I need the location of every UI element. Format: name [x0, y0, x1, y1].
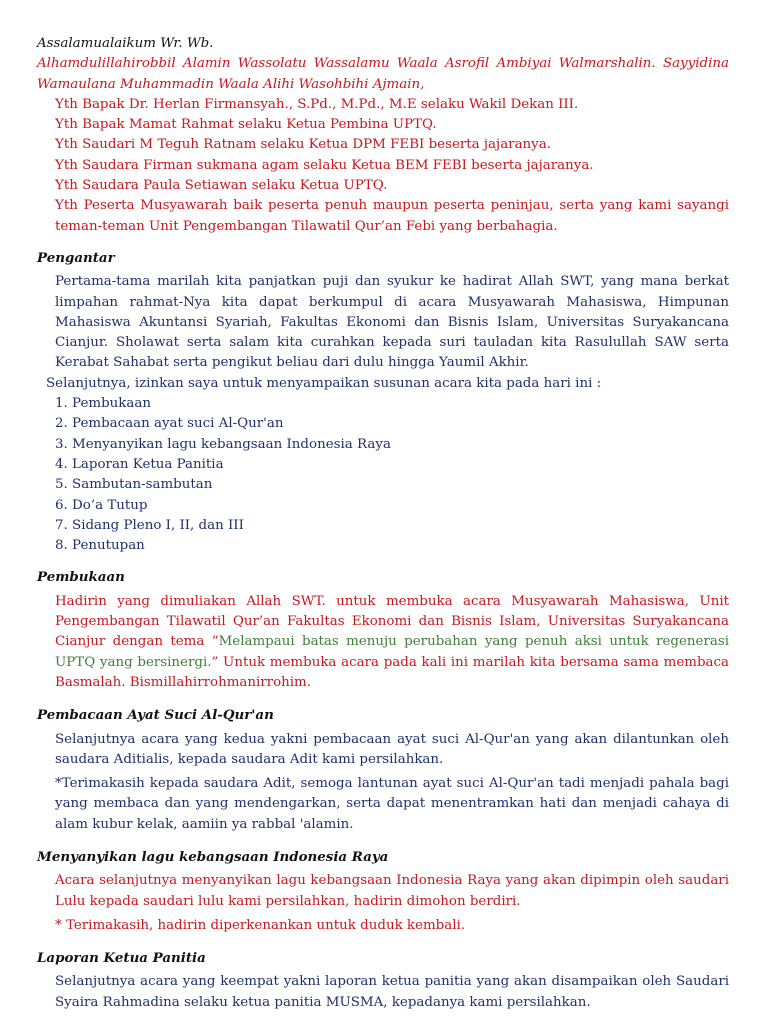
greeting-line: Yth Saudara Firman sukmana agam selaku Ketua BEM FEBI beserta jajaranya. — [55, 157, 594, 173]
section-heading-pembacaan: Pembacaan Ayat Suci Al-Qur'an — [37, 707, 274, 724]
agenda-item: 5. Sambutan-sambutan — [55, 477, 213, 493]
menyanyikan-body: Acara selanjutnya menyanyikan lagu kebangsaan Indonesia Raya yang akan dipimpin oleh saudari Lulu kepada saudari lulu kami persilahkan, hadirin dimohon berdiri. — [55, 873, 729, 909]
agenda-item: 8. Penutupan — [55, 538, 145, 554]
agenda-item: 4. Laporan Ketua Panitia — [55, 456, 224, 472]
mc-script-document — [37, 34, 729, 1013]
greeting-line: Yth Saudara Paula Setiawan selaku Ketua UPTQ. — [55, 178, 388, 194]
greeting-line: Yth Saudari M Teguh Ratnam selaku Ketua DPM FEBI beserta jajaranya. — [55, 137, 551, 153]
greeting-line: Yth Bapak Dr. Herlan Firmansyah., S.Pd., M.Pd., M.E selaku Wakil Dekan III. — [55, 96, 579, 112]
greeting-line: Yth Peserta Musyawarah baik peserta penuh maupun peserta peninjau, serta yang kami sayangi teman-teman Unit Pengembangan Tilawatil Qur’an Febi yang berbahagia. — [55, 198, 729, 234]
pembacaan-body: Selanjutnya acara yang kedua yakni pembacaan ayat suci Al-Qur'an yang akan dilantunkan oleh saudara Aditialis, kepada saudara Adit kami persilahkan. — [55, 731, 729, 767]
laporan-body: Selanjutnya acara yang keempat yakni laporan ketua panitia yang akan disampaikan oleh Saudari Syaira Rahmadina selaku ketua panitia MUSMA, kepadanya kami persilahkan. — [55, 974, 729, 1010]
agenda-item: 6. Do’a Tutup — [55, 497, 148, 513]
section-heading-laporan: Laporan Ketua Panitia — [37, 950, 206, 967]
agenda-item: 1. Pembukaan — [55, 396, 151, 412]
event-theme: Melampaui batas menuju perubahan yang penuh aksi untuk regenerasi UPTQ yang bersinergi. — [55, 634, 729, 670]
agenda-item: 7. Sidang Pleno I, II, dan III — [55, 517, 244, 533]
agenda-item: 3. Menyanyikan lagu kebangsaan Indonesia Raya — [55, 436, 391, 452]
pembukaan-body — [37, 592, 729, 693]
agenda-list — [37, 394, 729, 556]
section-heading-pengantar: Pengantar — [37, 249, 115, 266]
pembukaan-text-1: Hadirin yang dimuliakan Allah SWT. untuk membuka acara Musyawarah Mahasiswa, Unit Pengembangan Tilawatil Qur’an Fakultas Ekonomi dan Bisnis Islam, Universitas Suryakancana Cianjur dengan tema “ — [55, 593, 729, 650]
agenda-item: 2. Pembacaan ayat suci Al-Qur'an — [55, 416, 284, 432]
agenda-intro: Selanjutnya, izinkan saya untuk menyampaikan susunan acara kita pada hari ini : — [46, 375, 602, 391]
greeting-line: Yth Bapak Mamat Rahmat selaku Ketua Pembina UPTQ. — [55, 117, 437, 133]
greetings-list — [37, 95, 729, 237]
pengantar-body: Pertama-tama marilah kita panjatkan puji dan syukur ke hadirat Allah SWT, yang mana berkat limpahan rahmat-Nya kita dapat berkumpul di acara Musyawarah Mahasiswa, Himpunan Mahasiswa Akuntansi Syariah, Fakultas Ekonomi dan Bisnis Islam, Universitas Suryakancana Cianjur. Sholawat serta salam kita curahkan kepada suri tauladan kita Rasulullah SAW serta Kerabat Sahabat serta pengikut beliau dari dulu hingga Yaumil Akhir. — [55, 274, 729, 371]
salam-opening: Assalamualaikum Wr. Wb. — [37, 36, 214, 51]
section-heading-menyanyikan: Menyanyikan lagu kebangsaan Indonesia Raya — [37, 848, 389, 865]
pembacaan-thanks: *Terimakasih kepada saudara Adit, semoga lantunan ayat suci Al-Qur'an tadi menjadi pahala bagi yang membaca dan yang mendengarkan, serta dapat menentramkan hati dan menjadi cahaya di alam kubur kelak, aamiin ya rabbal 'alamin. — [55, 776, 729, 832]
menyanyikan-thanks: * Terimakasih, hadirin diperkenankan untuk duduk kembali. — [55, 917, 466, 933]
opening-doa: Alhamdulillahirobbil Alamin Wassolatu Wassalamu Waala Asrofil Ambiyai Walmarshalin. Sayyidina Wamaulana Muhammadin Waala Alihi Wasohbihi Ajmain, — [37, 56, 729, 92]
section-heading-pembukaan: Pembukaan — [37, 569, 125, 586]
pembukaan-text-2: ” Untuk membuka acara pada kali ini marilah kita bersama sama membaca Basmalah. Bismillahirrohmanirrohim. — [55, 654, 730, 690]
